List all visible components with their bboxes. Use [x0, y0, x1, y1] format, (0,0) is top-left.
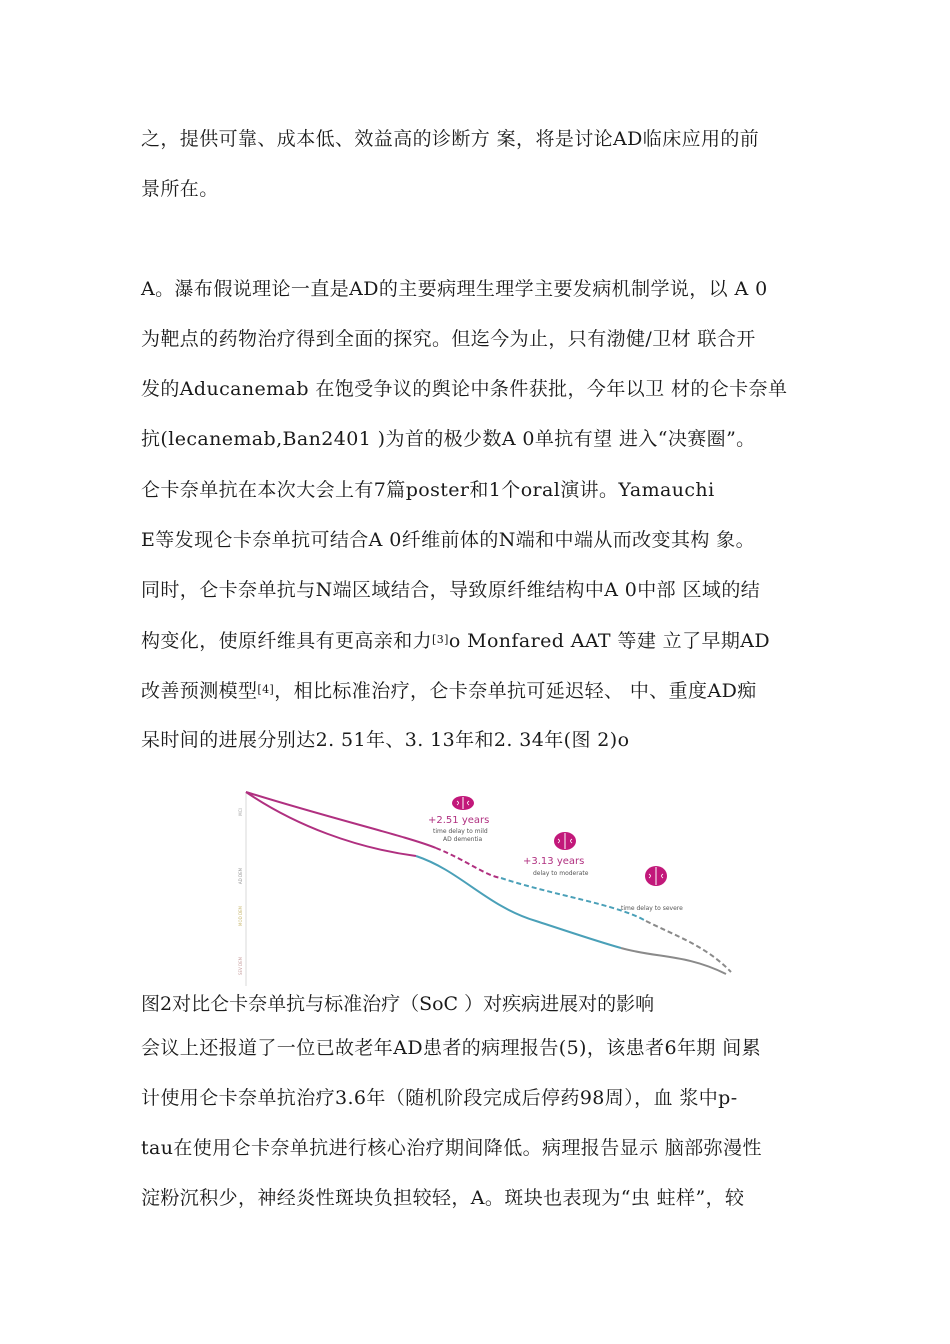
axis-label: AD DEM — [238, 867, 243, 885]
brain-icon — [554, 832, 576, 850]
axis-label: SEV DEM — [238, 956, 243, 976]
text-span: 改善预测模型 — [141, 680, 258, 702]
axis-label: MOD DEM — [238, 905, 243, 927]
text-line: 同时，仑卡奈单抗与N端区域结合，导致原纤维结构中A 0中部 区域的结 — [141, 579, 761, 601]
text-span: ，相比标准治疗，仑卡奈单抗可延迟轻、 中、重度AD痴 — [274, 680, 757, 702]
axis-label: MCI — [238, 808, 243, 816]
text-line — [141, 677, 757, 704]
text-line: A。瀑布假说理论一直是AD的主要病理生理学主要发病机制学说，以 A 0 — [141, 278, 768, 300]
brain-icon — [452, 796, 474, 810]
text-line: tau在使用仑卡奈单抗进行核心治疗期间降低。病理报告显示 脑部弥漫性 — [141, 1137, 762, 1159]
delay-note-mild: time delay to mild — [433, 828, 488, 835]
lecanemab-curve-moderate-dashed — [501, 878, 646, 921]
soc-curve-mild — [246, 792, 416, 856]
figure-progression — [236, 786, 736, 992]
text-line: 计使用仑卡奈单抗治疗3.6年（随机阶段完成后停药98周），血 浆中p- — [141, 1087, 738, 1109]
lecanemab-curve-severe-dashed — [646, 921, 731, 972]
figure-svg — [236, 786, 736, 992]
text-line: 为靶点的药物治疗得到全面的探究。但迄今为止，只有渤健/卫材 联合开 — [141, 328, 756, 350]
figure-caption: 图2对比仑卡奈单抗与标准治疗（SoC ）对疾病进展对的影响 — [141, 993, 655, 1015]
text-line: 呆时间的进展分别达2. 51年、3. 13年和2. 34年(图 2)o — [141, 729, 630, 751]
delay-note-mild-2: AD dementia — [443, 836, 483, 843]
text-span: o Monfared AAT 等建 立了早期AD — [448, 630, 771, 652]
delay-value-mild: +2.51 years — [428, 815, 490, 826]
delay-note-moderate: delay to moderate — [533, 870, 589, 877]
delay-note-severe: time delay to severe — [621, 905, 683, 912]
soc-curve-severe — [621, 948, 726, 974]
text-line — [141, 627, 770, 654]
text-line: 发的Aducanemab 在饱受争议的舆论中条件获批，今年以卫 材的仑卡奈单 — [141, 378, 788, 400]
text-line: E等发现仑卡奈单抗可结合A 0纤维前体的N端和中端从而改变其构 象。 — [141, 529, 755, 551]
text-line: 淀粉沉积少，神经炎性斑块负担较轻，A。斑块也表现为“虫 蛀样”，较 — [141, 1187, 745, 1209]
text-line: 抗(lecanemab,Ban2401 )为首的极少数A 0单抗有望 进入“决赛圈”。 — [141, 428, 756, 450]
text-line: 之，提供可靠、成本低、效益高的诊断方 案，将是讨论AD临床应用的前 — [141, 128, 760, 150]
text-line: 仑卡奈单抗在本次大会上有7篇poster和1个oral演讲。Yamauchi — [141, 479, 715, 501]
lecanemab-curve-mild-dashed — [436, 848, 501, 878]
citation-ref: [4] — [257, 683, 275, 696]
citation-ref: [3] — [432, 633, 449, 646]
text-line: 会议上还报道了一位已故老年AD患者的病理报告(5)，该患者6年期 间累 — [141, 1037, 761, 1059]
delay-value-moderate: +3.13 years — [523, 856, 585, 867]
text-line: 景所在。 — [141, 178, 219, 200]
text-span: 构变化，使原纤维具有更高亲和力 — [141, 630, 433, 652]
brain-icon — [645, 866, 667, 886]
